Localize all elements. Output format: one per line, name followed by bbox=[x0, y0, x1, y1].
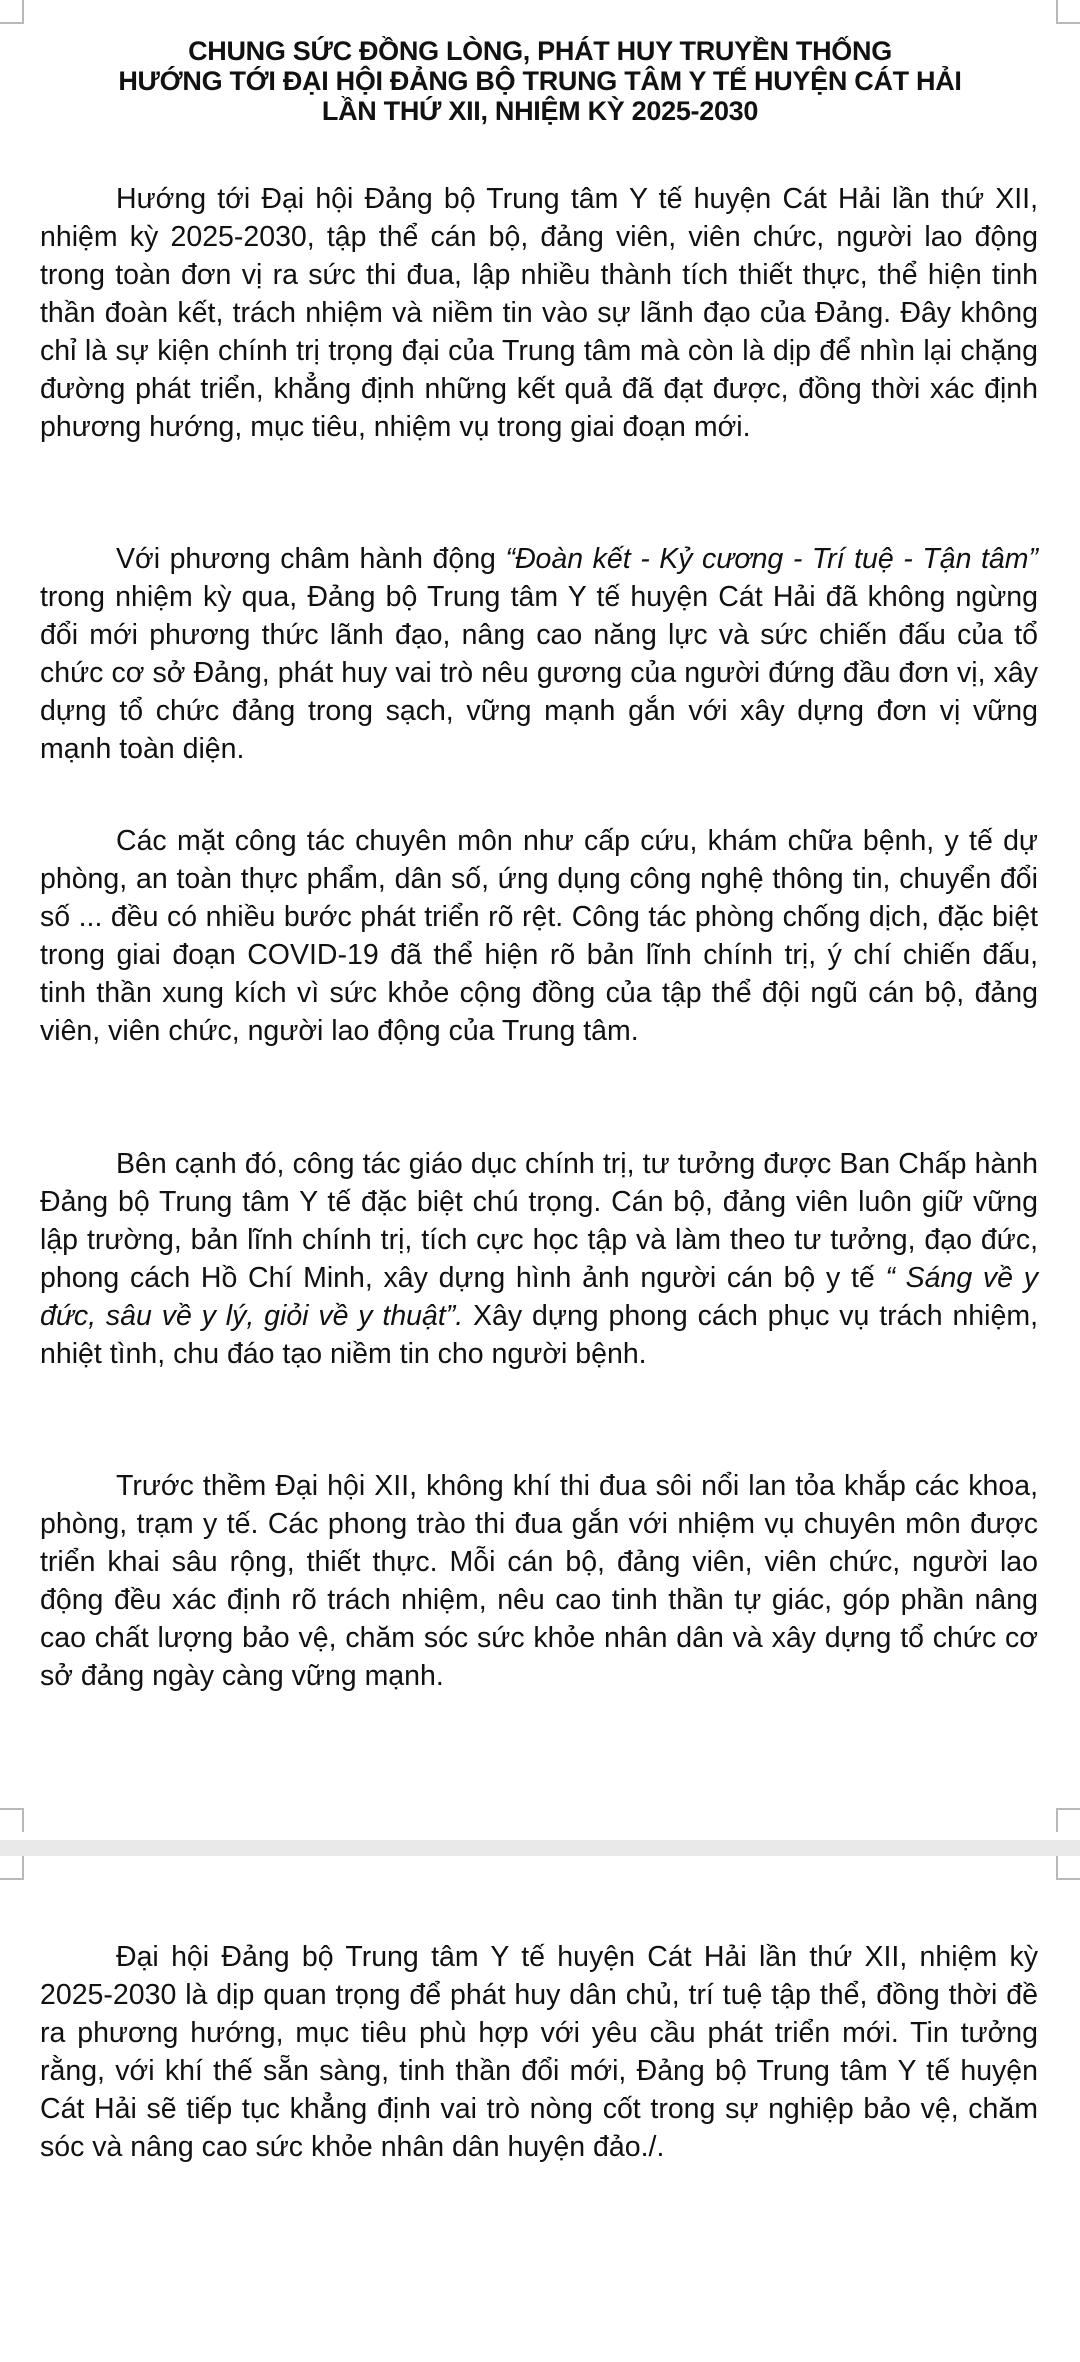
paragraph-2-lead: Với phương châm hành động bbox=[116, 543, 506, 575]
paragraph-2-rest: trong nhiệm kỳ qua, Đảng bộ Trung tâm Y tế huyện Cát Hải đã không ngừng đổi mới phương thức lãnh đạo, nâng cao năng lực và sức chiến đấu của tổ chức cơ sở Đảng, phát huy vai trò nêu gương của người đứng đầu đơn vị, xây dựng tổ chức đảng trong sạch, vững mạnh gắn với xây dựng đơn vị vững mạnh toàn diện. bbox=[40, 581, 1038, 765]
crop-mark-top-right bbox=[1056, 0, 1080, 24]
paragraph-4-lead: Bên cạnh đó, công tác giáo dục chính trị, tư tưởng được Ban Chấp hành Đảng bộ Trung tâm Y tế đặc biệt chú trọng. Cán bộ, đảng viên luôn giữ vững lập trường, bản lĩnh chính trị, tích cực học tập và làm theo tư tưởng, đạo đức, phong cách Hồ Chí Minh, xây dựng hình ảnh người cán bộ y tế bbox=[40, 1148, 1038, 1294]
paragraph-4 bbox=[40, 1145, 1038, 1373]
paragraph-1: Hướng tới Đại hội Đảng bộ Trung tâm Y tế huyện Cát Hải lần thứ XII, nhiệm kỳ 2025-2030, tập thể cán bộ, đảng viên, viên chức, người lao động trong toàn đơn vị ra sức thi đua, lập nhiều thành tích thiết thực, thể hiện tinh thần đoàn kết, trách nhiệm và niềm tin vào sự lãnh đạo của Đảng. Đây không chỉ là sự kiện chính trị trọng đại của Trung tâm mà còn là dịp để nhìn lại chặng đường phát triển, khẳng định những kết quả đã đạt được, đồng thời xác định phương hướng, mục tiêu, nhiệm vụ trong giai đoạn mới. bbox=[40, 183, 1038, 443]
title-line-3: LẦN THỨ XII, NHIỆM KỲ 2025-2030 bbox=[321, 96, 759, 126]
motto-text: “Đoàn kết - Kỷ cương - Trí tuệ - Tận tâm” bbox=[505, 543, 1038, 575]
paragraph-6: Đại hội Đảng bộ Trung tâm Y tế huyện Cát Hải lần thứ XII, nhiệm kỳ 2025-2030 là dịp quan trọng để phát huy dân chủ, trí tuệ tập thể, đồng thời đề ra phương hướng, mục tiêu phù hợp với yêu cầu phát triển mới. Tin tưởng rằng, với khí thế sẵn sàng, tinh thần đổi mới, Đảng bộ Trung tâm Y tế huyện Cát Hải sẽ tiếp tục khẳng định vai trò nòng cốt trong sự nghiệp bảo vệ, chăm sóc và nâng cao sức khỏe nhân dân huyện đảo./. bbox=[40, 1941, 1038, 2163]
paragraph-5: Trước thềm Đại hội XII, không khí thi đua sôi nổi lan tỏa khắp các khoa, phòng, trạm y tế. Các phong trào thi đua gắn với nhiệm vụ chuyên môn được triển khai sâu rộng, thiết thực. Mỗi cán bộ, đảng viên, viên chức, người lao động đều xác định rõ trách nhiệm, nêu cao tinh thần tự giác, góp phần nâng cao chất lượng bảo vệ, chăm sóc sức khỏe nhân dân và xây dựng tổ chức cơ sở đảng ngày càng vững mạnh. bbox=[40, 1470, 1038, 1692]
paragraph-2 bbox=[40, 540, 1038, 768]
paragraph-4-rest: Xây dựng phong cách phục vụ trách nhiệm, nhiệt tình, chu đáo tạo niềm tin cho người bệnh. bbox=[40, 1300, 1038, 1370]
crop-mark-top-left bbox=[0, 1856, 24, 1880]
crop-mark-bottom-left bbox=[0, 1808, 24, 1832]
slogan-quote: “ Sáng về y đức, sâu về y lý, giỏi về y thuật”. bbox=[40, 1262, 1038, 1332]
page-separator bbox=[0, 1840, 1080, 1856]
crop-mark-top-left bbox=[0, 0, 24, 24]
title-line-1: CHUNG SỨC ĐỒNG LÒNG, PHÁT HUY TRUYỀN THỐNG bbox=[188, 36, 892, 66]
document-page-2 bbox=[0, 1856, 1080, 2362]
crop-mark-top-right bbox=[1056, 1856, 1080, 1880]
paragraph-3: Các mặt công tác chuyên môn như cấp cứu, khám chữa bệnh, y tế dự phòng, an toàn thực phẩm, dân số, ứng dụng công nghệ thông tin, chuyển đổi số ... đều có nhiều bước phát triển rõ rệt. Công tác phòng chống dịch, đặc biệt trong giai đoạn COVID-19 đã thể hiện rõ bản lĩnh chính trị, ý chí chiến đấu, tinh thần xung kích vì sức khỏe cộng đồng của tập thể đội ngũ cán bộ, đảng viên, viên chức, người lao động của Trung tâm. bbox=[40, 825, 1038, 1047]
article-title bbox=[40, 36, 1040, 126]
crop-mark-bottom-right bbox=[1056, 1808, 1080, 1832]
title-line-2: HƯỚNG TỚI ĐẠI HỘI ĐẢNG BỘ TRUNG TÂM Y TẾ HUYỆN CÁT HẢI bbox=[118, 66, 962, 96]
